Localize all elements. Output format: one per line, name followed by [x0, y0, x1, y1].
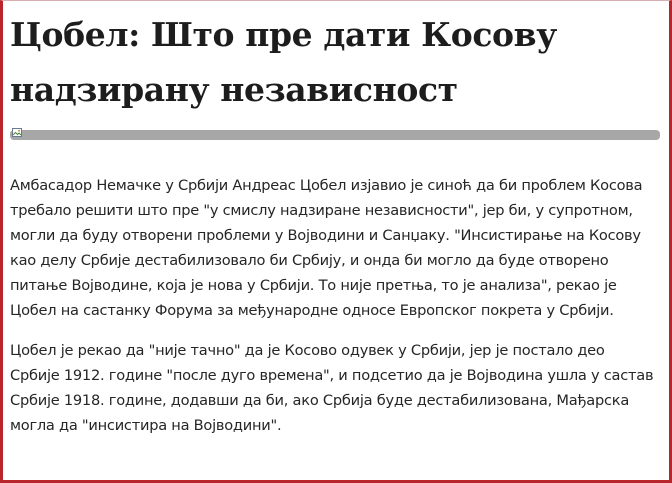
media-placeholder-bar[interactable]	[10, 130, 660, 140]
article-paragraph-2: Цобел је рекао да "није тачно" да је Косово одувек у Србији, јер је постало део Србије 1912. године "после дуго времена", и подсетио да је Војводина ушла у састав Србије 1918. године, додавши да би, ако Србија буде дестабилизована, Мађарска могла да "инсистира на Војводини".	[10, 342, 654, 434]
article-body	[10, 173, 658, 453]
article-paragraph-1: Амбасадор Немачке у Србији Андреас Цобел изјавио је синоћ да би проблем Косова требало решити што пре "у смислу надзиране независности", јер би, у супротном, могли да буду отворени проблеми у Војводини и Санџаку. "Инсистирање на Косову као делу Србије дестабилизовало би Србију, и онда би могло да буде отворено питање Војводине, која је нова у Србији. То није претња, то је анализа", рекао је Цобел на састанку Форума за међународне односе Европског покрета у Србији.	[10, 177, 643, 319]
broken-image-icon	[12, 128, 22, 137]
article-title: Цобел: Што пре дати Косову надзирану независност	[10, 15, 557, 109]
